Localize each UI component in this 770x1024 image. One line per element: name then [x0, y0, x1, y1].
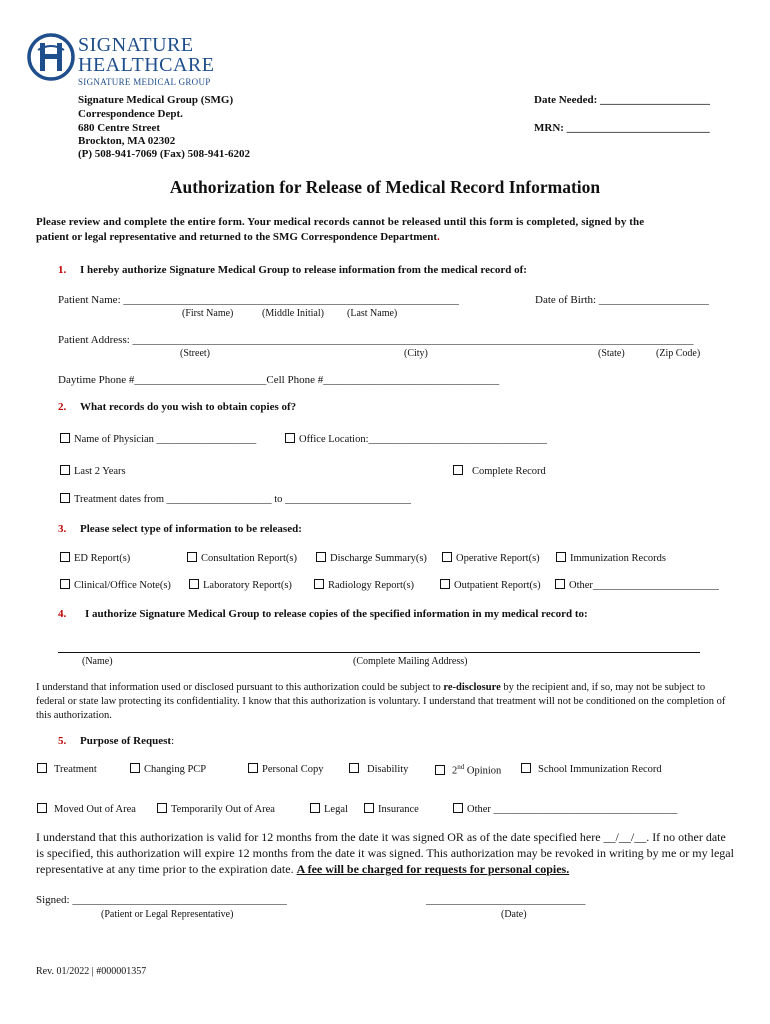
recipient-address-label: (Complete Mailing Address) [353, 656, 468, 667]
phone-fields[interactable]: Daytime Phone #________________________Cell Phone #________________________________ [58, 374, 500, 386]
purpose-option[interactable] [37, 803, 136, 815]
checkbox[interactable] [453, 803, 463, 813]
purpose-option[interactable] [310, 803, 348, 815]
info-label: Radiology Report(s) [328, 580, 415, 591]
checkbox[interactable] [130, 763, 140, 773]
office-label: Office Location:__________________________________ [299, 434, 547, 445]
signature-field[interactable]: Signed: _______________________________________ [36, 894, 287, 906]
logo-line3: SIGNATURE MEDICAL GROUP [78, 77, 211, 87]
second-opinion-num: 2 [452, 765, 458, 777]
info-option[interactable] [442, 552, 540, 564]
info-option[interactable] [556, 552, 666, 564]
purpose-label: Treatment [54, 764, 97, 775]
section4-heading-text: I authorize Signature Medical Group to release copies of the specified information in my medical record to: [85, 608, 588, 620]
recipient-line[interactable] [58, 652, 700, 653]
info-option[interactable] [316, 552, 427, 564]
section3-number: 3. [58, 523, 67, 535]
section5-heading [58, 735, 174, 747]
purpose-option[interactable] [248, 763, 324, 775]
checkbox[interactable] [60, 493, 70, 503]
patient-address-field[interactable]: Patient Address: ______________________________________________________________________________________________________ [58, 334, 694, 346]
physician-option[interactable] [60, 433, 256, 445]
purpose-label: Moved Out of Area [54, 804, 136, 815]
checkbox[interactable] [37, 763, 47, 773]
purpose-label: School Immunization Record [538, 764, 662, 775]
info-label: ED Report(s) [74, 553, 131, 564]
signature-healthcare-logo-icon [26, 32, 76, 82]
checkbox[interactable] [435, 765, 445, 775]
section3-heading [58, 523, 302, 535]
city-label: (City) [404, 348, 428, 359]
purpose-label: Personal Copy [262, 764, 324, 775]
redisclosure-paragraph [36, 681, 736, 723]
fee-notice: A fee will be charged for requests for personal copies. [296, 862, 570, 876]
checkbox[interactable] [521, 763, 531, 773]
dob-field[interactable]: Date of Birth: ____________________ [535, 294, 709, 306]
checkbox[interactable] [60, 433, 70, 443]
middle-initial-label: (Middle Initial) [262, 308, 324, 319]
intro-period: . [437, 231, 440, 243]
last-2-years-option[interactable] [60, 465, 126, 477]
checkbox[interactable] [60, 579, 70, 589]
info-label: Laboratory Report(s) [203, 580, 292, 591]
info-option[interactable] [60, 579, 171, 591]
validity-text: I understand that this authorization is valid for 12 months from the date it was signed OR as of the date specified here __/__/__. If no other date is specified, this authorization will expire 12 months from the date it was signed. This authorization may be revoked in writing by me or my legal representative at any time prior to the expiration date. [36, 830, 734, 876]
info-option[interactable] [440, 579, 541, 591]
purpose-option[interactable] [37, 763, 97, 775]
logo-line2: HEALTHCARE [78, 54, 215, 76]
section4-heading [58, 608, 588, 620]
logo-line1: SIGNATURE [78, 34, 194, 56]
checkbox[interactable] [60, 552, 70, 562]
section1-number: 1. [58, 264, 67, 276]
signature-label: (Patient or Legal Representative) [101, 909, 234, 920]
office-option[interactable] [285, 433, 547, 445]
validity-paragraph [36, 829, 736, 877]
section2-heading-text: What records do you wish to obtain copies of? [80, 401, 297, 413]
revision-footer: Rev. 01/2022 | #000001357 [36, 966, 147, 977]
checkbox[interactable] [60, 465, 70, 475]
info-label: Outpatient Report(s) [454, 580, 541, 591]
section5-number: 5. [58, 735, 67, 747]
intro-line1: Please review and complete the entire form. Your medical records cannot be released until this form is completed, signed by the [36, 216, 645, 228]
address-city: Brockton, MA 02302 [78, 135, 176, 147]
purpose-label: Insurance [378, 804, 419, 815]
purpose-label: Changing PCP [144, 764, 207, 775]
section1-heading [58, 264, 527, 276]
purpose-option[interactable] [157, 803, 275, 815]
checkbox[interactable] [349, 763, 359, 773]
recipient-name-label: (Name) [82, 656, 113, 667]
info-label: Operative Report(s) [456, 553, 540, 564]
section5-heading-text: Purpose of Request [80, 735, 172, 747]
purpose-label: Legal [324, 804, 348, 815]
checkbox[interactable] [248, 763, 258, 773]
purpose-option[interactable] [521, 763, 662, 775]
second-opinion-rest: Opinion [464, 765, 502, 777]
purpose-option[interactable] [453, 803, 677, 815]
redisclosure-bold: re-disclosure [443, 682, 501, 693]
address-dept: Correspondence Dept. [78, 108, 183, 120]
zip-label: (Zip Code) [656, 348, 701, 359]
info-label: Immunization Records [570, 553, 666, 564]
checkbox[interactable] [285, 433, 295, 443]
purpose-option[interactable] [435, 763, 501, 777]
info-option[interactable] [187, 552, 297, 564]
section2-heading [58, 401, 296, 413]
redisclosure-text-before: I understand that information used or disclosed pursuant to this authorization could be subject to [36, 682, 444, 693]
checkbox[interactable] [157, 803, 167, 813]
purpose-option[interactable] [349, 763, 408, 775]
info-label: Discharge Summary(s) [330, 553, 427, 564]
section1-heading-text: I hereby authorize Signature Medical Group to release information from the medical record of: [80, 264, 527, 276]
checkbox[interactable] [189, 579, 199, 589]
checkbox[interactable] [453, 465, 463, 475]
section3-heading-text: Please select type of information to be released: [80, 523, 302, 535]
address-org: Signature Medical Group (SMG) [78, 94, 234, 106]
first-name-label: (First Name) [182, 308, 234, 319]
mrn-field[interactable]: MRN: __________________________ [534, 122, 710, 134]
address-phone: (P) 508-941-7069 (Fax) 508-941-6202 [78, 148, 250, 160]
second-opinion-sup: nd [457, 763, 465, 771]
date-signed-label: (Date) [501, 909, 527, 920]
info-label: Consultation Report(s) [201, 553, 297, 564]
intro-line2-text: patient or legal representative and returned to the SMG Correspondence Department [36, 231, 438, 243]
last-name-label: (Last Name) [347, 308, 398, 319]
info-option[interactable] [189, 579, 292, 591]
purpose-option[interactable] [130, 763, 206, 775]
info-label: Clinical/Office Note(s) [74, 580, 171, 591]
info-label: Other________________________ [569, 580, 719, 591]
checkbox[interactable] [555, 579, 565, 589]
checkbox[interactable] [440, 579, 450, 589]
treatment-dates-label: Treatment dates from ____________________ to ________________________ [74, 494, 412, 505]
last-2-years-label: Last 2 Years [74, 466, 126, 477]
state-label: (State) [598, 348, 625, 359]
purpose-label: Disability [367, 764, 409, 775]
treatment-dates-option[interactable] [60, 493, 411, 505]
checkbox[interactable] [364, 803, 374, 813]
purpose-label: Temporarily Out of Area [171, 804, 275, 815]
checkbox[interactable] [316, 552, 326, 562]
section4-number: 4. [58, 608, 67, 620]
complete-record-option[interactable] [453, 465, 546, 477]
street-label: (Street) [180, 348, 210, 359]
info-option[interactable] [555, 579, 719, 591]
purpose-option[interactable] [364, 803, 419, 815]
checkbox[interactable] [314, 579, 324, 589]
section2-number: 2. [58, 401, 67, 413]
checkbox[interactable] [37, 803, 47, 813]
info-option[interactable] [60, 552, 130, 564]
date-signed-field[interactable]: _____________________________ [426, 894, 586, 906]
patient-name-field[interactable]: Patient Name: _____________________________________________________________ [58, 294, 459, 306]
page-title: Authorization for Release of Medical Record Information [169, 177, 601, 197]
checkbox[interactable] [442, 552, 452, 562]
section5-colon: : [171, 735, 175, 747]
checkbox[interactable] [310, 803, 320, 813]
address-street: 680 Centre Street [78, 122, 161, 134]
purpose-label: Other ___________________________________ [467, 804, 678, 815]
info-option[interactable] [314, 579, 414, 591]
intro-line2 [36, 231, 440, 243]
redisclosure-text-after: by the recipient and, if so, may not be subject to federal or state law protecting its confidentiality. I know that this authorization is voluntary. I understand that treatment will not be conditioned on the completion of this authorization. [36, 682, 726, 721]
logo [26, 32, 215, 92]
checkbox[interactable] [556, 552, 566, 562]
physician-label: Name of Physician ___________________ [74, 434, 257, 445]
date-needed-field[interactable]: Date Needed: ____________________ [534, 94, 710, 106]
checkbox[interactable] [187, 552, 197, 562]
complete-record-label: Complete Record [472, 466, 546, 477]
